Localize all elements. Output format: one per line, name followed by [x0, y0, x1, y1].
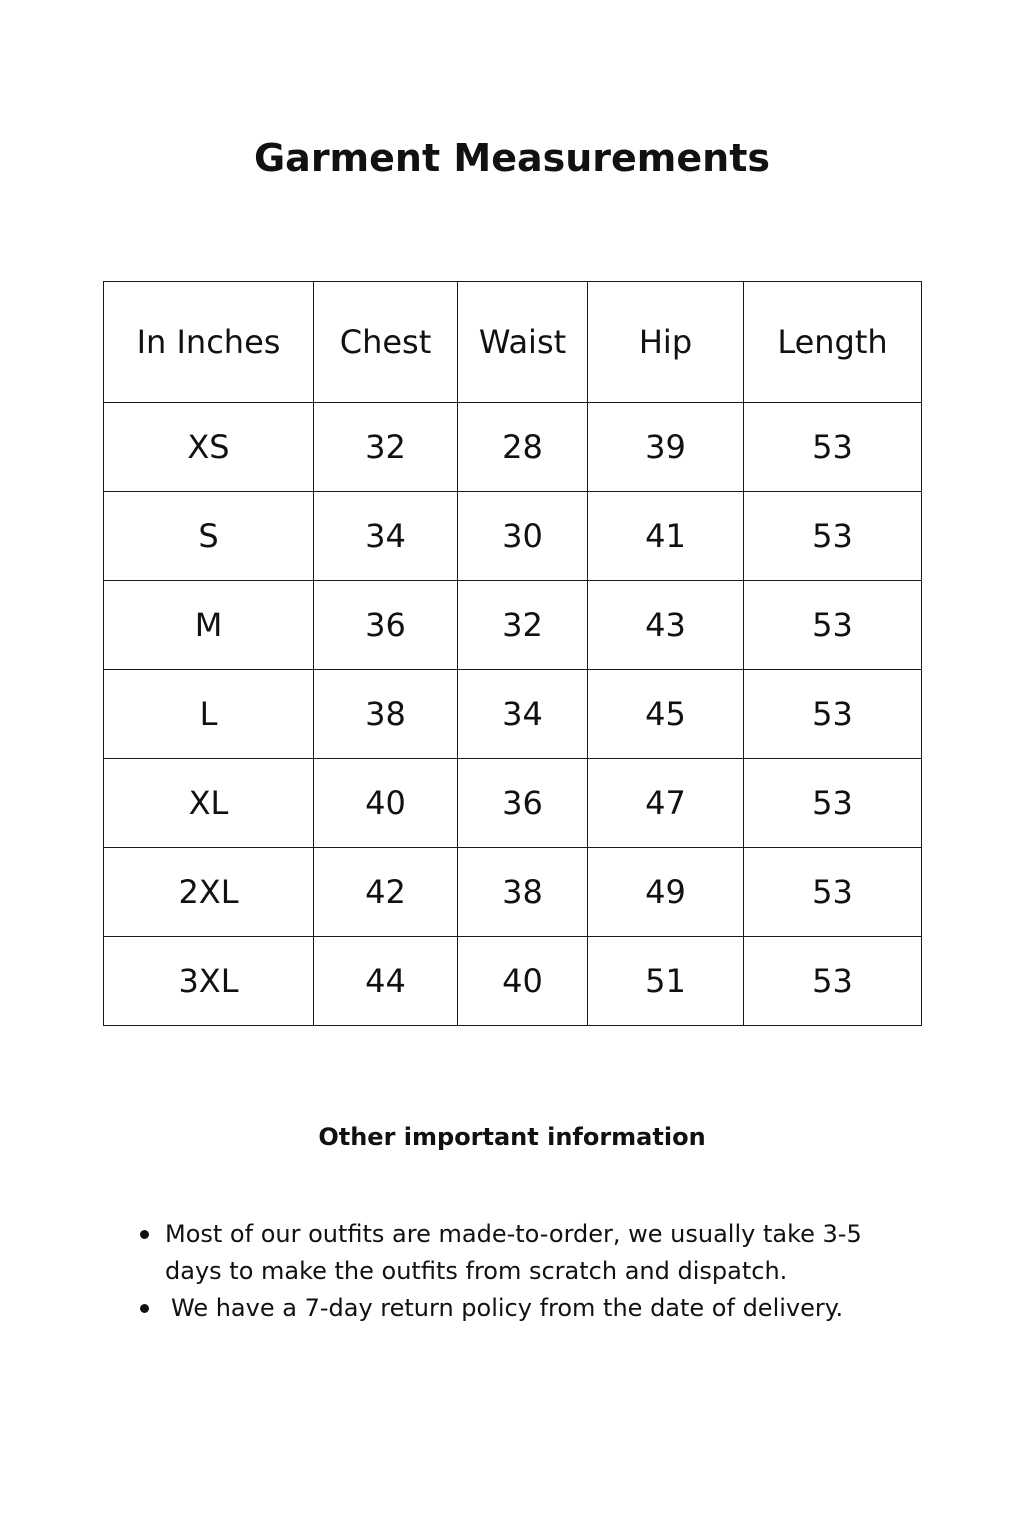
waist-cell: 34: [458, 670, 588, 759]
info-item-text: We have a 7-day return policy from the date of delivery.: [171, 1294, 844, 1322]
size-cell: S: [104, 492, 314, 581]
length-cell: 53: [744, 581, 922, 670]
table-row: [104, 759, 922, 848]
info-heading: Other important information: [318, 1123, 706, 1151]
length-cell: 53: [744, 403, 922, 492]
info-list: [136, 1216, 916, 1327]
bullet-icon: [140, 1230, 149, 1239]
page-title: Garment Measurements: [253, 136, 770, 180]
hip-cell: 49: [588, 848, 744, 937]
waist-cell: 32: [458, 581, 588, 670]
header-cell-chest: Chest: [314, 282, 458, 403]
length-cell: 53: [744, 670, 922, 759]
chest-cell: 42: [314, 848, 458, 937]
hip-cell: 41: [588, 492, 744, 581]
hip-cell: 45: [588, 670, 744, 759]
hip-cell: 43: [588, 581, 744, 670]
waist-cell: 40: [458, 937, 588, 1026]
measurement-table: [103, 281, 922, 1026]
hip-cell: 51: [588, 937, 744, 1026]
size-cell: 2XL: [104, 848, 314, 937]
waist-cell: 30: [458, 492, 588, 581]
waist-cell: 28: [458, 403, 588, 492]
chest-cell: 36: [314, 581, 458, 670]
bullet-icon: [140, 1304, 149, 1313]
chest-cell: 40: [314, 759, 458, 848]
header-cell-unit: In Inches: [104, 282, 314, 403]
size-cell: M: [104, 581, 314, 670]
list-item: [136, 1290, 916, 1327]
header-cell-length: Length: [744, 282, 922, 403]
table-row: [104, 581, 922, 670]
table-header-row: [104, 282, 922, 403]
header-cell-waist: Waist: [458, 282, 588, 403]
size-cell: XS: [104, 403, 314, 492]
hip-cell: 39: [588, 403, 744, 492]
waist-cell: 38: [458, 848, 588, 937]
table-row: [104, 492, 922, 581]
size-cell: 3XL: [104, 937, 314, 1026]
hip-cell: 47: [588, 759, 744, 848]
header-cell-hip: Hip: [588, 282, 744, 403]
length-cell: 53: [744, 937, 922, 1026]
table-row: [104, 403, 922, 492]
table-row: [104, 670, 922, 759]
chest-cell: 34: [314, 492, 458, 581]
size-cell: L: [104, 670, 314, 759]
table-row: [104, 937, 922, 1026]
info-item-text: Most of our outfits are made-to-order, we usually take 3-5 days to make the outfits from scratch and dispatch.: [165, 1220, 862, 1285]
length-cell: 53: [744, 848, 922, 937]
waist-cell: 36: [458, 759, 588, 848]
list-item: [136, 1216, 916, 1290]
length-cell: 53: [744, 492, 922, 581]
length-cell: 53: [744, 759, 922, 848]
chest-cell: 44: [314, 937, 458, 1026]
chest-cell: 32: [314, 403, 458, 492]
table-row: [104, 848, 922, 937]
size-cell: XL: [104, 759, 314, 848]
chest-cell: 38: [314, 670, 458, 759]
